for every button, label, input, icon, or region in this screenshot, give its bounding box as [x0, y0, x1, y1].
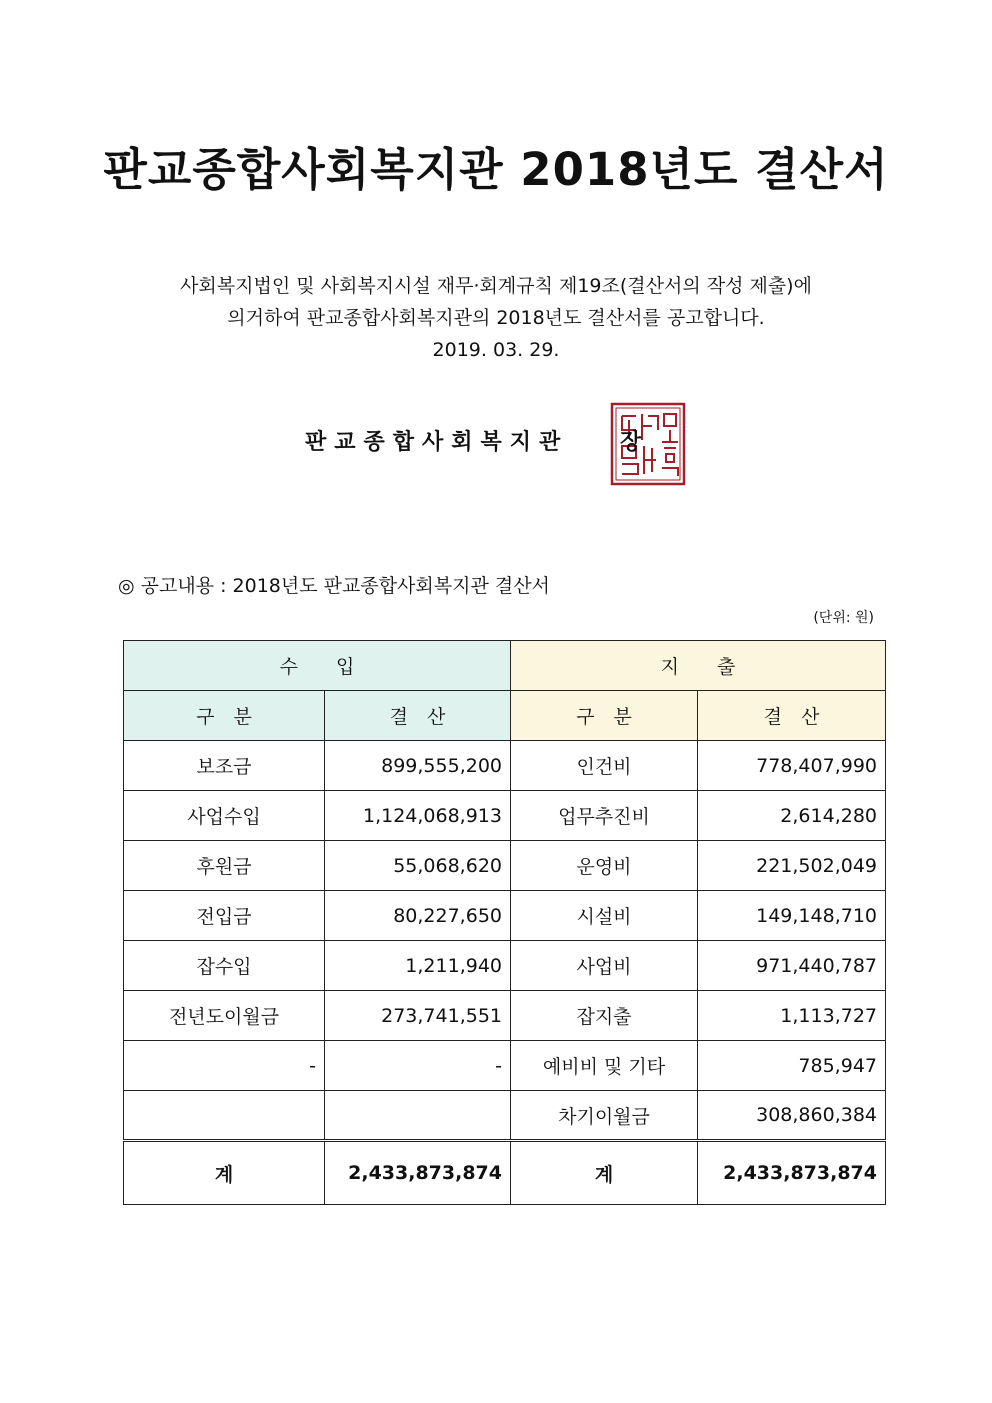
table-row: [124, 791, 886, 841]
expense-category: 업무추진비: [511, 791, 698, 841]
expense-amount-header: 결 산: [698, 691, 886, 741]
expense-amount: 971,440,787: [698, 941, 886, 991]
income-total-amount: 2,433,873,874: [325, 1141, 511, 1205]
expense-amount: 1,113,727: [698, 991, 886, 1041]
expense-total-amount: 2,433,873,874: [698, 1141, 886, 1205]
table-row: [124, 991, 886, 1041]
announcement-line-2: 의거하여 판교종합사회복지관의 2018년도 결산서를 공고합니다.: [227, 307, 765, 329]
table-total-row: [124, 1141, 886, 1205]
income-amount: 1,124,068,913: [325, 791, 511, 841]
income-category: 전입금: [124, 891, 325, 941]
income-category: 잡수입: [124, 941, 325, 991]
income-header: 수 입: [124, 641, 511, 691]
income-category: 후원금: [124, 841, 325, 891]
organization-name: 판교종합사회복지관: [305, 429, 569, 455]
expense-category: 사업비: [511, 941, 698, 991]
table-row: [124, 841, 886, 891]
announcement-line-1: 사회복지법인 및 사회복지시설 재무·회계규칙 제19조(결산서의 작성 제출)에: [180, 275, 812, 297]
income-amount: 899,555,200: [325, 741, 511, 791]
table-column-header-row: [124, 691, 886, 741]
unit-label: (단위: 원): [813, 610, 874, 626]
expense-category: 잡지출: [511, 991, 698, 1041]
expense-amount: 221,502,049: [698, 841, 886, 891]
expense-category: 인건비: [511, 741, 698, 791]
income-amount: 273,741,551: [325, 991, 511, 1041]
table-row: [124, 941, 886, 991]
expense-amount: 308,860,384: [698, 1091, 886, 1141]
expense-amount: 149,148,710: [698, 891, 886, 941]
page-title: 판교종합사회복지관 2018년도 결산서: [103, 143, 889, 196]
income-amount: 80,227,650: [325, 891, 511, 941]
expense-category: 차기이월금: [511, 1091, 698, 1141]
income-total-label: 계: [124, 1141, 325, 1205]
income-category: 보조금: [124, 741, 325, 791]
table-row: [124, 891, 886, 941]
income-amount: [325, 1091, 511, 1141]
notice-heading: ◎ 공고내용 : 2018년도 판교종합사회복지관 결산서: [118, 575, 550, 597]
income-category: [124, 1091, 325, 1141]
income-category: -: [124, 1041, 325, 1091]
expense-category-header: 구 분: [511, 691, 698, 741]
settlement-table: [123, 640, 886, 1205]
income-category: 전년도이월금: [124, 991, 325, 1041]
expense-category: 운영비: [511, 841, 698, 891]
table-group-header-row: [124, 641, 886, 691]
announcement-text: [0, 270, 992, 366]
income-category: 사업수입: [124, 791, 325, 841]
expense-amount: 2,614,280: [698, 791, 886, 841]
income-amount: 55,068,620: [325, 841, 511, 891]
table-row: [124, 1041, 886, 1091]
table-row: [124, 1091, 886, 1141]
expense-amount: 785,947: [698, 1041, 886, 1091]
expense-category: 시설비: [511, 891, 698, 941]
income-amount: -: [325, 1041, 511, 1091]
announcement-date: 2019. 03. 29.: [432, 339, 560, 361]
income-amount: 1,211,940: [325, 941, 511, 991]
table-row: [124, 741, 886, 791]
seal-label: 장: [620, 429, 642, 455]
income-amount-header: 결 산: [325, 691, 511, 741]
expense-amount: 778,407,990: [698, 741, 886, 791]
expense-category: 예비비 및 기타: [511, 1041, 698, 1091]
expense-total-label: 계: [511, 1141, 698, 1205]
expense-header: 지 출: [511, 641, 886, 691]
income-category-header: 구 분: [124, 691, 325, 741]
